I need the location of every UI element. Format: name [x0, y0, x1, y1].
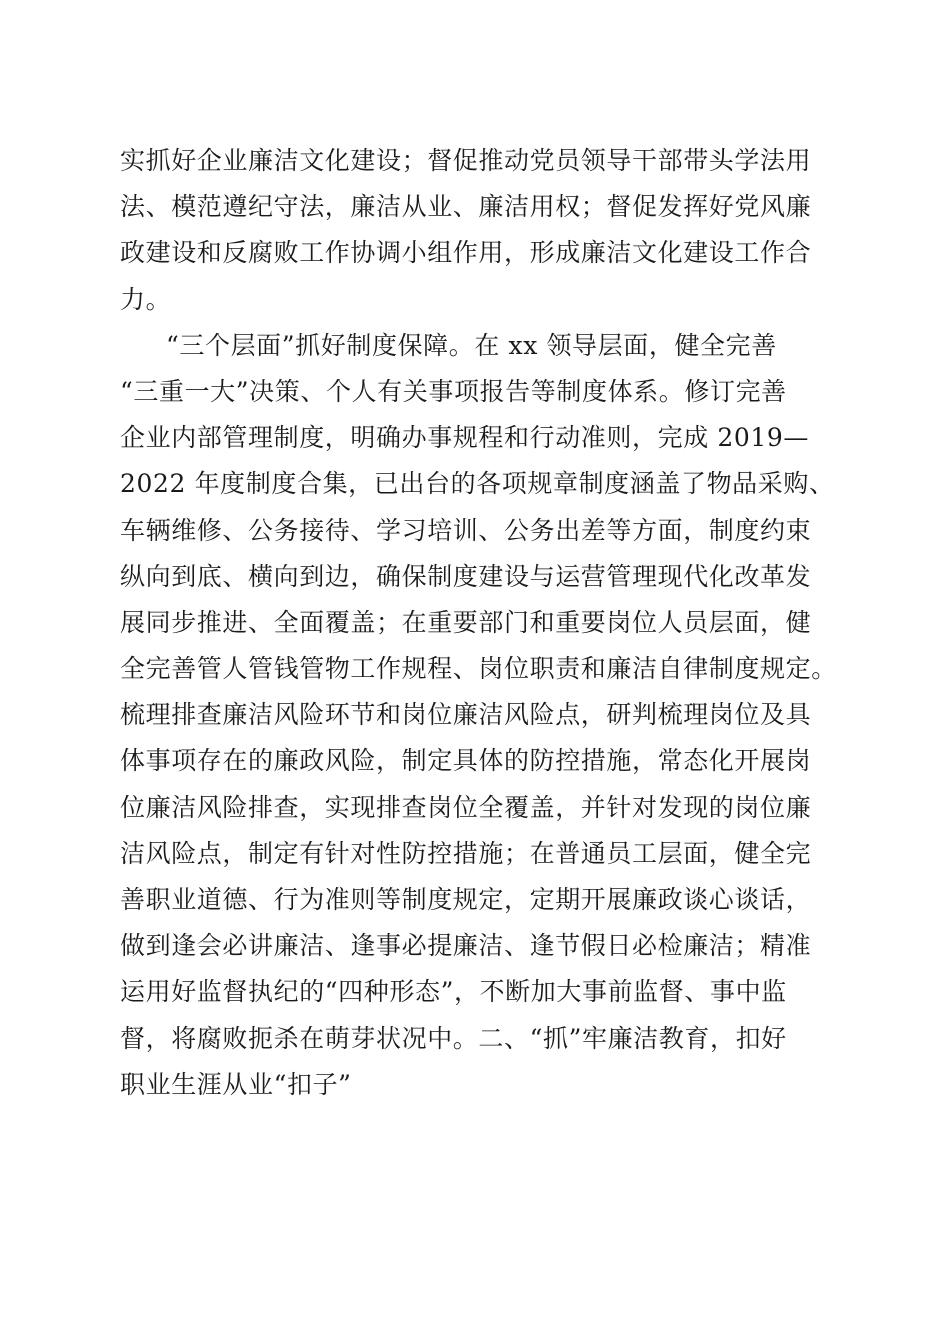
text-line: 体事项存在的廉政风险，制定具体的防控措施，常态化开展岗 — [120, 746, 812, 776]
text-line: 2022 年度制度合集，已出台的各项规章制度涵盖了物品采购、 — [120, 469, 835, 499]
text-line: 梳理排查廉洁风险环节和岗位廉洁风险点，研判梳理岗位及具 — [120, 700, 812, 730]
text-line: 企业内部管理制度，明确办事规程和行动准则，完成 2019— — [120, 423, 809, 453]
text-line: 全完善管人管钱管物工作规程、岗位职责和廉洁自律制度规定。 — [120, 654, 837, 684]
text-line: 纵向到底、横向到边，确保制度建设与运营管理现代化改革发 — [120, 561, 812, 591]
text-line: 实抓好企业廉洁文化建设；督促推动党员领导干部带头学法用 — [120, 146, 812, 175]
text-line: 督，将腐败扼杀在萌芽状况中。二、“抓”牢廉洁教育，扣好 — [120, 1023, 787, 1053]
text-line: 车辆维修、公务接待、学习培训、公务出差等方面，制度约束 — [120, 515, 812, 545]
text-line: “三重一大”决策、个人有关事项报告等制度体系。修订完善 — [120, 376, 787, 406]
text-line: 法、模范遵纪守法，廉洁从业、廉洁用权；督促发挥好党风廉 — [120, 192, 812, 222]
text-line: 政建设和反腐败工作协调小组作用，形成廉洁文化建设工作合 — [120, 238, 812, 268]
text-line: 洁风险点，制定有针对性防控措施；在普通员工层面，健全完 — [120, 838, 812, 868]
text-line: 运用好监督执纪的“四种形态”，不断加大事前监督、事中监 — [120, 977, 787, 1007]
text-line: 位廉洁风险排查，实现排查岗位全覆盖，并针对发现的岗位廉 — [120, 792, 812, 822]
text-line: 做到逢会必讲廉洁、逢事必提廉洁、逢节假日必检廉洁；精准 — [120, 931, 812, 961]
text-line: 职业生涯从业“扣子” — [120, 1069, 352, 1099]
text-line: 善职业道德、行为准则等制度规定，定期开展廉政谈心谈话， — [120, 885, 812, 914]
document-body — [120, 138, 840, 1108]
paragraph-start-line: “三个层面”抓好制度保障。在 xx 领导层面，健全完善 — [166, 330, 777, 360]
text-line: 展同步推进、全面覆盖；在重要部门和重要岗位人员层面，健 — [120, 607, 812, 637]
text-line: 力。 — [120, 284, 172, 314]
